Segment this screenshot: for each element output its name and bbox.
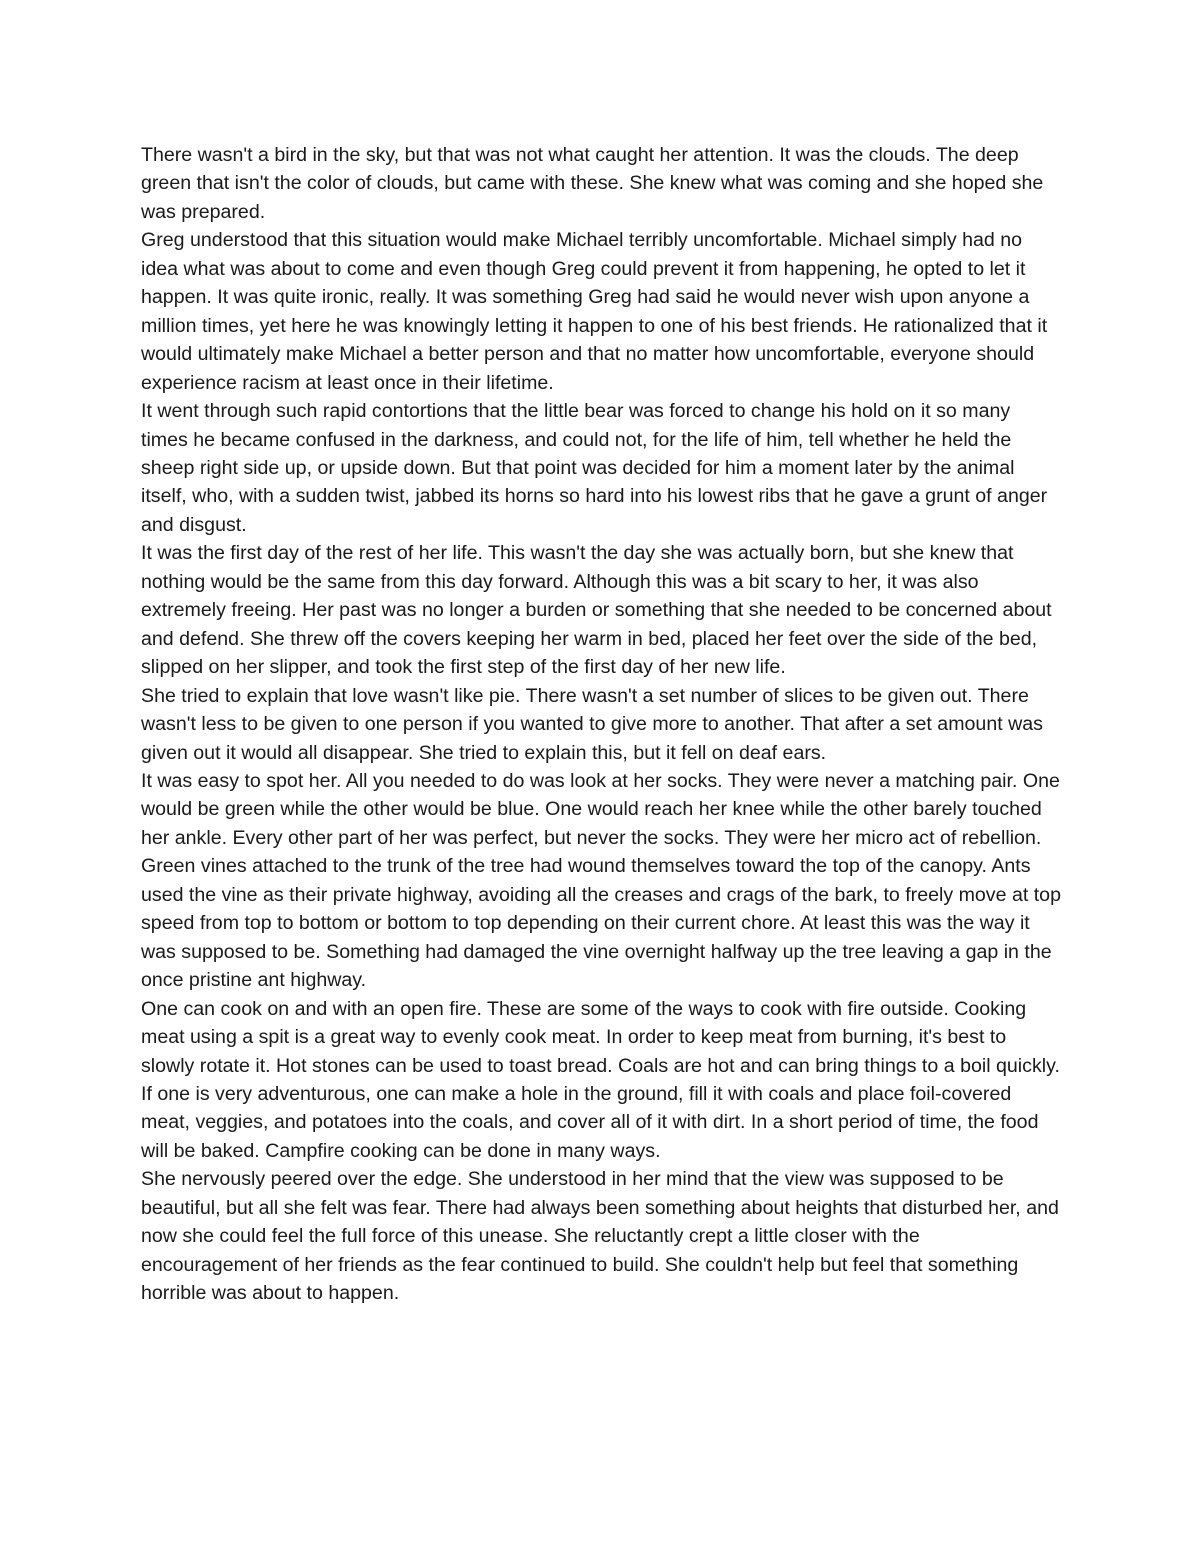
paragraph-green-vines: Green vines attached to the trunk of the tree had wound themselves toward the top of the canopy. Ants used the vine as their private highway, avoiding all the creases and crags of the bark, to freely move at top speed from top to bottom or bottom to top depending on their current chore. At least this was the way it was supposed to be. Something had damaged the vine overnight halfway up the tree leaving a gap in the once pristine ant highway. (141, 855, 1061, 992)
paragraph-little-bear: It went through such rapid contortions that the little bear was forced to change his hold on it so many times he became confused in the darkness, and could not, for the life of him, tell whether he held the sheep right side up, or upside down. But that point was decided for him a moment later by the animal itself, who, with a sudden twist, jabbed its horns so hard into his lowest ribs that he gave a grunt of anger and disgust. (141, 400, 1048, 536)
document-body (141, 141, 1061, 1308)
paragraph-first-day: It was the first day of the rest of her life. This wasn't the day she was actually born, but she knew that nothing would be the same from this day forward. Although this was a bit scary to her, it was also extremely freeing. Her past was no longer a burden or something that she needed to be concerned about and defend. She threw off the covers keeping her warm in bed, placed her feet over the side of the bed, slipped on her slipper, and took the first step of the first day of her new life. (141, 542, 1052, 679)
paragraph-edge-fear: She nervously peered over the edge. She understood in her mind that the view was supposed to be beautiful, but all she felt was fear. There had always been something about heights that disturbed her, and now she could feel the full force of this unease. She reluctantly crept a little closer with the encouragement of her friends as the fear continued to build. She couldn't help but feel that something horrible was about to happen. (141, 1168, 1059, 1305)
paragraph-bird-sky: There wasn't a bird in the sky, but that was not what caught her attention. It was the clouds. The deep green that isn't the color of clouds, but came with these. She knew what was coming and she hoped she was prepared. (141, 144, 1044, 223)
paragraph-greg-michael: Greg understood that this situation would make Michael terribly uncomfortable. Michael simply had no idea what was about to come and even though Greg could prevent it from happening, he opted to let it happen. It was quite ironic, really. It was something Greg had said he would never wish upon anyone a million times, yet here he was knowingly letting it happen to one of his best friends. He rationalized that it would ultimately make Michael a better person and that no matter how uncomfortable, everyone should experience racism at least once in their lifetime. (141, 229, 1048, 394)
paragraph-socks: It was easy to spot her. All you needed to do was look at her socks. They were never a matching pair. One would be green while the other would be blue. One would reach her knee while the other barely touched her ankle. Every other part of her was perfect, but never the socks. They were her micro act of rebellion. (141, 769, 1060, 849)
paragraph-love-pie: She tried to explain that love wasn't like pie. There wasn't a set number of slices to be given out. There wasn't less to be given to one person if you wanted to give more to another. That after a set amount was given out it would all disappear. She tried to explain this, but it fell on deaf ears. (141, 684, 1043, 764)
paragraph-open-fire: One can cook on and with an open fire. These are some of the ways to cook with fire outside. Cooking meat using a spit is a great way to evenly cook meat. In order to keep meat from burning, it's best to slowly rotate it. Hot stones can be used to toast bread. Coals are hot and can bring things to a boil quickly. If one is very adventurous, one can make a hole in the ground, fill it with coals and place foil-covered meat, veggies, and potatoes into the coals, and cover all of it with dirt. In a short period of time, the food will be baked. Campfire cooking can be done in many ways. (141, 997, 1060, 1162)
